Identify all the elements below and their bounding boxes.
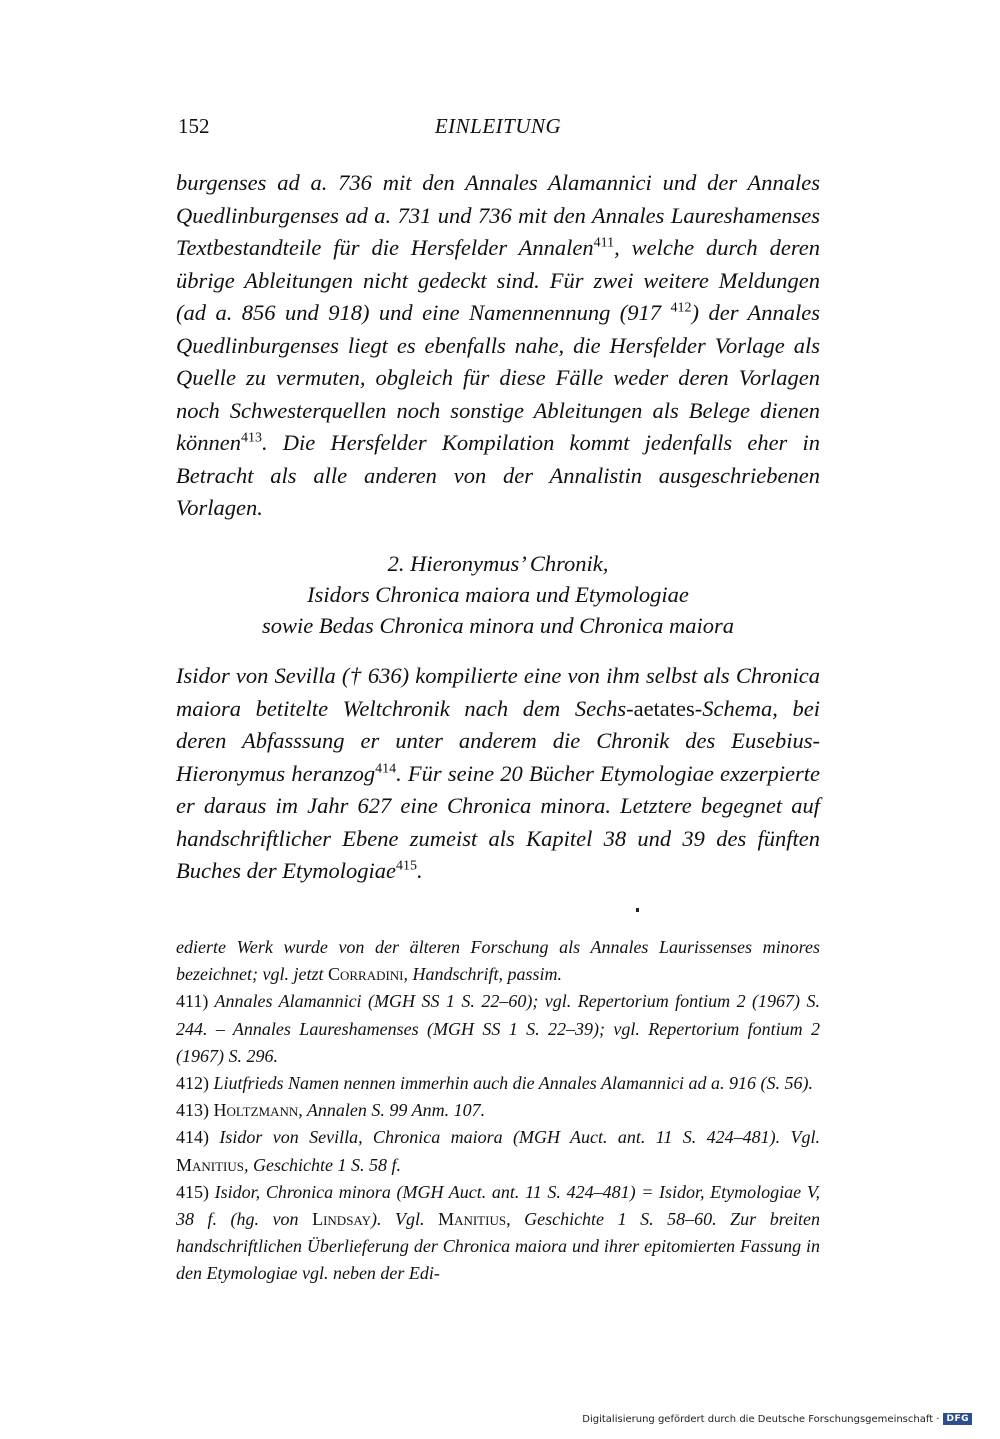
- footnote-text: Isidor von Sevilla, Chronica maiora (MGH Auct. ant. 11 S. 424–481). Vgl.: [209, 1127, 820, 1148]
- footnote-text: , Geschichte 1 S. 58–60. Zur breiten handschriftlichen Überlieferung der Chronica maiora und ihrer epitomierten Fassung in den Etymologiae vgl. neben der Edi-: [176, 1209, 821, 1284]
- footnote-ref: 411: [593, 235, 615, 251]
- paragraph-text: ) der Annales Quedlinburgenses liegt es ebenfalls nahe, die Hersfelder Vorlage als Quelle zu vermuten, obgleich für diese Fälle weder deren Vorlagen noch Schwesterquellen noch sonstige Ableitungen als Belege dienen können: [176, 300, 820, 455]
- paragraph-text: , welche durch deren übrige Ableitungen nicht gedeckt sind. Für zwei weitere Meldungen (ad a. 856 und 918) und eine Namennennung (917: [176, 235, 820, 325]
- footnotes: [176, 934, 820, 1288]
- paragraph-1: [176, 167, 820, 525]
- footnote-text: Liutfrieds Namen nennen immerhin auch die Annales Alamannici ad a. 916 (S. 56).: [209, 1073, 813, 1094]
- footnote-number: 413): [176, 1100, 209, 1121]
- footnote-412: [176, 1070, 820, 1097]
- page-header: [178, 114, 818, 144]
- paragraph-text: Isidor von Sevilla († 636) kompilierte eine von ihm selbst als Chronica maiora betitelte Weltchronik nach dem Sechs-: [176, 663, 820, 721]
- footnote-ref: 412: [670, 300, 692, 316]
- footnote-continuation: [176, 934, 820, 988]
- stray-mark: [636, 908, 639, 912]
- footnote-text: , Handschrift, passim.: [403, 964, 563, 985]
- footnote-text: ). Vgl.: [371, 1209, 439, 1230]
- footnote-414: [176, 1124, 820, 1178]
- author-name: Holtzmann: [209, 1100, 299, 1121]
- heading-line: sowie Bedas Chronica minora und Chronica maiora: [261, 613, 735, 638]
- author-name: Corradini: [327, 964, 404, 985]
- footnote-413: [176, 1097, 820, 1124]
- footnote-number: 414): [176, 1127, 209, 1148]
- paragraph-text: aetates: [633, 695, 695, 721]
- paragraph-text: .: [416, 858, 423, 883]
- paragraph-text: . Die Hersfelder Kompilation kommt jedenfalls eher in Betracht als alle anderen von der Annalistin ausgeschriebenen Vorlagen.: [176, 430, 820, 520]
- paragraph-text: burgenses ad a. 736 mit den Annales Alamannici und der Annales Quedlinburgenses ad a. 731 und 736 mit den Annales Laureshamenses Textbestandteile für die Hersfelder Annalen: [176, 170, 820, 260]
- page-number: 152: [178, 114, 210, 138]
- section-heading: [176, 548, 820, 641]
- paragraph-text: -Schema, bei deren Abfasssung er unter anderem die Chronik des Eusebius-Hieronymus heranzog: [176, 695, 820, 786]
- footnote-ref: 415: [395, 858, 417, 874]
- footnote-415: [176, 1179, 820, 1288]
- heading-line: 2. Hieronymus’ Chronik,: [387, 551, 609, 576]
- footer-credit: Digitalisierung gefördert durch die Deutsche Forschungsgemeinschaft ·: [582, 1413, 940, 1425]
- footnote-text: , Geschichte 1 S. 58 f.: [244, 1154, 401, 1175]
- footnote-number: 412): [176, 1073, 209, 1094]
- author-name: Manitius: [438, 1209, 507, 1230]
- footnote-411: [176, 988, 820, 1070]
- footnote-ref: 413: [240, 430, 262, 446]
- author-name: Manitius: [176, 1154, 244, 1175]
- footnote-number: 415): [176, 1181, 209, 1202]
- footnote-text: edierte Werk wurde von der älteren Forschung als Annales Laurissenses minores bezeichnet; vgl. jetzt: [176, 937, 820, 985]
- footnote-text: Annales Alamannici (MGH SS 1 S. 22–60); vgl. Repertorium fontium 2 (1967) S. 244. – Annales Laureshamenses (MGH SS 1 S. 22–39); vgl. Repertorium fontium 2 (1967) S. 296.: [176, 991, 820, 1066]
- footnote-number: 411): [176, 991, 209, 1012]
- digitization-footer: [582, 1411, 972, 1427]
- author-name: Lindsay: [312, 1209, 372, 1230]
- footnote-text: Isidor, Chronica minora (MGH Auct. ant. 11 S. 424–481) = Isidor, Etymologiae V, 38 f. (hg. von: [176, 1181, 820, 1230]
- footnote-text: , Annalen S. 99 Anm. 107.: [298, 1100, 486, 1121]
- footnote-ref: 414: [375, 761, 397, 776]
- running-title: EINLEITUNG: [434, 114, 562, 138]
- heading-line: Isidors Chronica maiora und Etymologiae: [307, 582, 689, 607]
- paragraph-2: [176, 660, 820, 888]
- dfg-logo: DFG: [943, 1413, 972, 1425]
- paragraph-text: . Für seine 20 Bücher Etymologiae exzerpierte er daraus im Jahr 627 eine Chronica minora. Letztere begegnet auf handschriftlicher Ebene zumeist als Kapitel 38 und 39 des fünften Buches der Etymologiae: [176, 760, 820, 883]
